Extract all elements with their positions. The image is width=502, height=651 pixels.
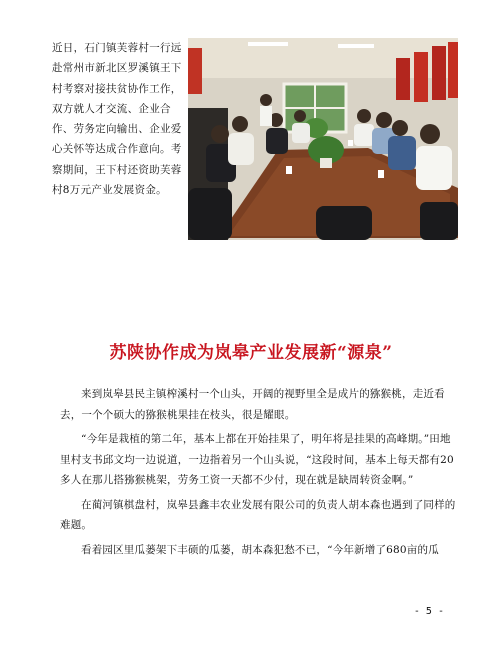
meeting-photo-image xyxy=(188,38,458,240)
paragraph-3: 在蔺河镇棋盘村，岚皋县鑫丰农业发展有限公司的负责人胡本森也遇到了同样的难题。 xyxy=(60,498,456,531)
side-paragraph xyxy=(52,38,190,200)
paragraph-4: 看着园区里瓜蒌架下丰硕的瓜蒌，胡本森犯愁不已，“今年新增了680亩的瓜 xyxy=(81,543,439,556)
meeting-photo xyxy=(188,38,458,240)
page-number: - 5 - xyxy=(413,606,444,617)
section-heading: 苏陕协作成为岚皋产业发展新“源泉” xyxy=(109,343,393,363)
paragraph-1: 来到岚皋县民主镇榨溪村一个山头，开阔的视野里全是成片的猕猴桃，走近看去，一个个硕大的猕猴桃果挂在枝头，很是耀眼。 xyxy=(60,388,445,421)
paragraph-2: “今年是栽植的第二年，基本上都在开始挂果了，明年将是挂果的高峰期。”田地里村支书邱文均一边说道，一边指着另一个山头说，“这段时间，基本上每天都有20多人在那儿搭猕猴桃架，劳务工资一天都不少付，现在就是缺周转资金啊。” xyxy=(60,433,454,486)
side-paragraph-text: 近日，石门镇芙蓉村一行远赴常州市新北区罗溪镇王下村考察对接扶贫协作工作，双方就人才交流、企业合作、劳务定向输出、企业爱心关怀等达成合作意向。考察期间，王下村还资助芙蓉村8万元产业发展资金。 xyxy=(52,42,182,197)
article-body xyxy=(60,384,460,560)
